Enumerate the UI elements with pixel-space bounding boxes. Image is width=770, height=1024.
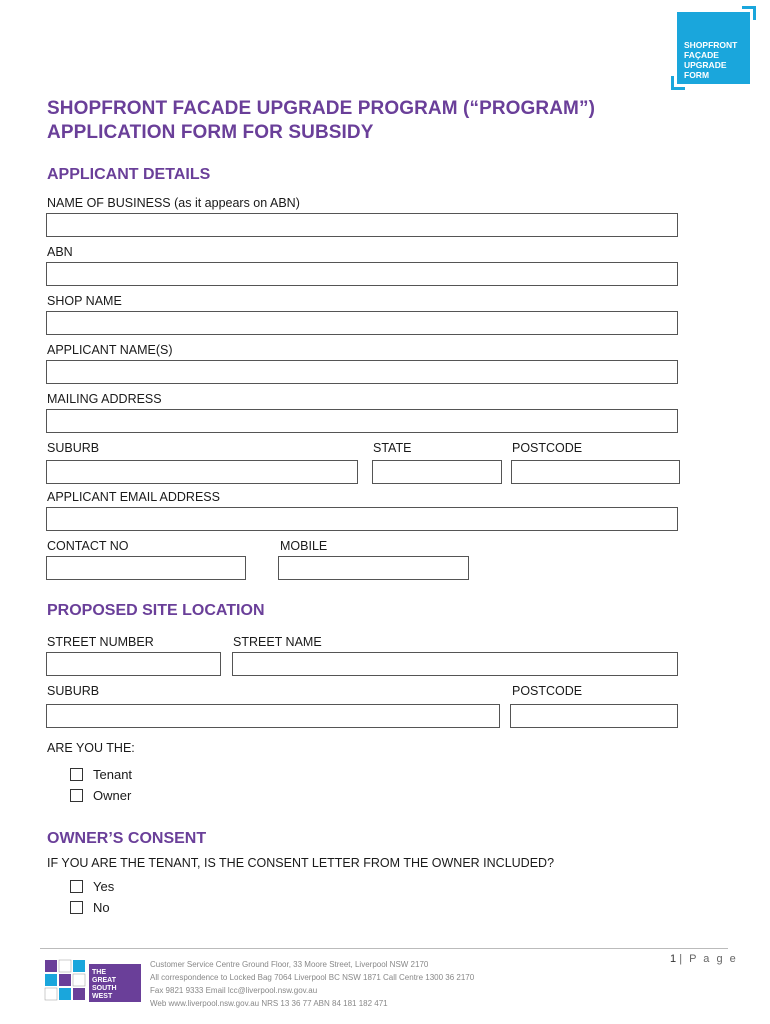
- business-name-label: NAME OF BUSINESS (as it appears on ABN): [47, 196, 300, 210]
- mobile-field[interactable]: [278, 556, 469, 580]
- no-checkbox[interactable]: [70, 901, 83, 914]
- site-suburb-label: SUBURB: [47, 684, 100, 698]
- tenant-option[interactable]: [70, 767, 132, 782]
- contact-no-field[interactable]: [46, 556, 246, 580]
- yes-label: Yes: [93, 879, 115, 894]
- street-name-label: STREET NAME: [233, 635, 322, 649]
- logo-tile: [59, 974, 71, 986]
- logo-corner-mark: [742, 6, 756, 20]
- logo-word: THE: [92, 969, 106, 976]
- logo-word: WEST: [92, 993, 113, 1000]
- site-suburb-field[interactable]: [46, 704, 500, 728]
- title-line-1: SHOPFRONT FACADE UPGRADE PROGRAM (“PROGRAM”): [47, 98, 596, 119]
- street-number-field[interactable]: [46, 652, 221, 676]
- footer-line: Customer Service Centre Ground Floor, 33 Moore Street, Liverpool NSW 2170: [150, 960, 429, 969]
- logo-tile: [45, 974, 57, 986]
- owner-checkbox[interactable]: [70, 789, 83, 802]
- page-number: [670, 953, 738, 965]
- page-number-value: 1: [670, 953, 677, 965]
- logo-line: FORM: [684, 70, 710, 80]
- logo-tile: [45, 960, 57, 972]
- tenant-label: Tenant: [93, 767, 133, 782]
- postcode-label: POSTCODE: [512, 441, 583, 455]
- council-logo-icon: [43, 958, 143, 1006]
- consent-question: IF YOU ARE THE TENANT, IS THE CONSENT LETTER FROM THE OWNER INCLUDED?: [47, 856, 555, 870]
- logo-word: GREAT: [92, 977, 116, 984]
- logo-line: SHOPFRONT: [684, 40, 738, 50]
- abn-field[interactable]: [46, 262, 678, 286]
- suburb-field[interactable]: [46, 460, 358, 484]
- postcode-field[interactable]: [511, 460, 680, 484]
- owner-option[interactable]: [70, 788, 131, 803]
- applicant-names-field[interactable]: [46, 360, 678, 384]
- mailing-address-label: MAILING ADDRESS: [47, 392, 162, 406]
- program-logo: [677, 12, 750, 84]
- suburb-label: SUBURB: [47, 441, 100, 455]
- footer-divider: [40, 948, 728, 949]
- logo-line: FAÇADE: [684, 50, 719, 60]
- logo-corner-mark: [671, 76, 685, 90]
- mobile-label: MOBILE: [280, 539, 328, 553]
- applicant-details-heading: APPLICANT DETAILS: [47, 166, 211, 183]
- footer-line: All correspondence to Locked Bag 7064 Liverpool BC NSW 1871 Call Centre 1300 36 2170: [150, 973, 475, 982]
- logo-tile: [73, 988, 85, 1000]
- title-line-2: APPLICATION FORM FOR SUBSIDY: [47, 122, 374, 143]
- logo-line: UPGRADE: [684, 60, 727, 70]
- contact-no-label: CONTACT NO: [47, 539, 129, 553]
- logo-word: SOUTH: [92, 985, 117, 992]
- no-label: No: [93, 900, 110, 915]
- street-name-field[interactable]: [232, 652, 678, 676]
- page-label: | P a g e: [679, 953, 738, 965]
- tenant-checkbox[interactable]: [70, 768, 83, 781]
- page-title: [47, 97, 595, 145]
- yes-option[interactable]: [70, 879, 114, 894]
- shop-name-label: SHOP NAME: [47, 294, 122, 308]
- footer-line: Fax 9821 9333 Email lcc@liverpool.nsw.gov.au: [150, 986, 318, 995]
- mailing-address-field[interactable]: [46, 409, 678, 433]
- logo-tile: [45, 988, 57, 1000]
- owners-consent-heading: OWNER’S CONSENT: [47, 830, 207, 847]
- business-name-field[interactable]: [46, 213, 678, 237]
- shop-name-field[interactable]: [46, 311, 678, 335]
- yes-checkbox[interactable]: [70, 880, 83, 893]
- footer-contact-details: [150, 958, 474, 1010]
- logo-tile: [59, 988, 71, 1000]
- applicant-names-label: APPLICANT NAME(S): [47, 343, 173, 357]
- logo-tile: [73, 974, 85, 986]
- site-location-heading: PROPOSED SITE LOCATION: [47, 602, 265, 619]
- no-option[interactable]: [70, 900, 110, 915]
- site-postcode-label: POSTCODE: [512, 684, 583, 698]
- email-field[interactable]: [46, 507, 678, 531]
- are-you-label: ARE YOU THE:: [47, 741, 135, 755]
- street-number-label: STREET NUMBER: [47, 635, 154, 649]
- logo-text: [684, 40, 737, 80]
- logo-tile: [73, 960, 85, 972]
- owner-label: Owner: [93, 788, 132, 803]
- state-field[interactable]: [372, 460, 502, 484]
- logo-tile: [59, 960, 71, 972]
- abn-label: ABN: [47, 245, 73, 259]
- site-postcode-field[interactable]: [510, 704, 678, 728]
- state-label: STATE: [373, 441, 412, 455]
- footer-line: Web www.liverpool.nsw.gov.au NRS 13 36 77 ABN 84 181 182 471: [150, 999, 388, 1008]
- email-label: APPLICANT EMAIL ADDRESS: [47, 490, 220, 504]
